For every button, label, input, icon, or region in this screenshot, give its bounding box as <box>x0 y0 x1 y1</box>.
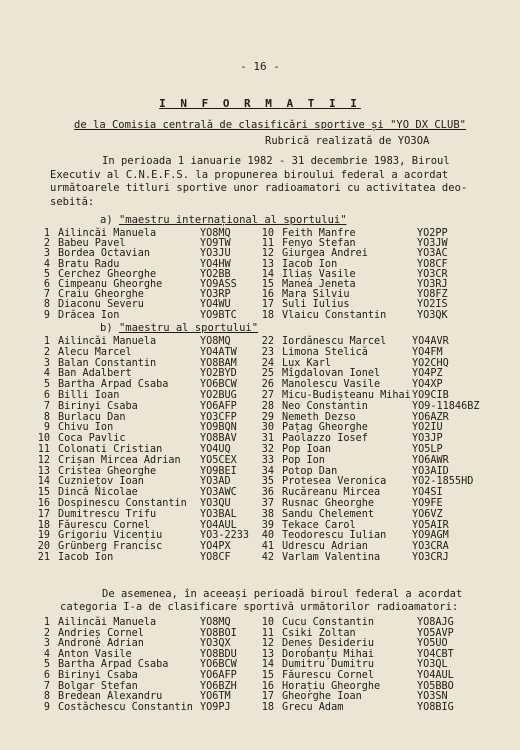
entry-number: 8 <box>43 411 50 423</box>
entry-name: Dorobanțu Mihai <box>282 648 375 660</box>
entry-callsign: YO3JU <box>200 248 231 260</box>
entry-number: 6 <box>43 390 50 401</box>
entry-number: 2 <box>43 627 50 639</box>
entry-number: 29 <box>261 411 274 423</box>
entry-callsign: YO8BAM <box>200 357 237 369</box>
entry-name: Teodorescu Iulian <box>282 530 387 542</box>
entry-number: 14 <box>37 476 50 488</box>
entry-callsign: YO3AWC <box>200 487 237 499</box>
entry-callsign: YO2PP <box>417 228 448 239</box>
entry-name: Neo Constantin <box>282 400 368 412</box>
entry-callsign: YO4ATW <box>200 346 237 358</box>
section-b-label: "maestru al sportului" <box>118 322 259 334</box>
entry-number: 32 <box>261 444 274 455</box>
entry-number: 2 <box>43 238 50 250</box>
entry-number: 18 <box>261 309 274 321</box>
entry-callsign: YO8MQ <box>200 336 231 347</box>
section-subtitle: de la Comisia centrală de clasificări sportive și "YO DX CLUB" <box>74 119 466 131</box>
entry-callsign: YO4UQ <box>200 444 231 455</box>
entry-callsign: YO4AVR <box>412 336 449 347</box>
entry-number: 33 <box>261 454 274 466</box>
entry-name: Grigoriu Vicențiu <box>58 530 163 542</box>
entry-callsign: YO8CF <box>200 552 231 563</box>
entry-name: Rucăreanu Mircea <box>282 487 381 499</box>
entry-callsign: YO2IS <box>417 299 448 311</box>
entry-number: 18 <box>37 519 50 531</box>
entry-name: Diaconu Severu <box>58 299 144 311</box>
entry-number: 11 <box>37 444 50 455</box>
entry-number: 8 <box>43 299 50 311</box>
entry-number: 38 <box>261 508 274 520</box>
entry-name: Suli Iulius <box>282 299 350 311</box>
entry-name: Mara Silviu <box>282 289 350 301</box>
entry-name: Alecu Marcel <box>58 346 132 358</box>
entry-name: Paolazzo Iosef <box>282 433 368 445</box>
entry-number: 6 <box>43 279 50 290</box>
rubric-credit: Rubrică realizată de YO3OA <box>265 135 430 147</box>
entry-callsign: YO9PJ <box>200 701 231 713</box>
entry-number: 3 <box>43 357 50 369</box>
section-title: I N F O R M A T I I <box>159 97 361 110</box>
entry-number: 10 <box>261 617 274 628</box>
entry-number: 22 <box>261 336 274 347</box>
entry-number: 5 <box>43 268 50 280</box>
entry-callsign: YO8CF <box>417 258 448 270</box>
entry-number: 36 <box>261 487 274 499</box>
entry-name: Csiki Zoltan <box>282 627 356 639</box>
entry-callsign: YO2CHQ <box>412 357 449 369</box>
entry-callsign: YO2BUG <box>200 390 237 401</box>
entry-name: Bordea Octavian <box>58 248 151 260</box>
entry-number: 16 <box>37 498 50 509</box>
entry-name: Fenyo Stefan <box>282 238 356 250</box>
entry-callsign: YO6BCW <box>200 659 237 671</box>
entry-callsign: YO9BTC <box>200 309 237 321</box>
entry-name: Grünberg Francisc <box>58 541 163 553</box>
entry-number: 13 <box>261 648 274 660</box>
entry-callsign: YO6BCW <box>200 379 237 391</box>
entry-name: Craiu Gheorghe <box>58 289 144 301</box>
entry-number: 1 <box>43 617 50 628</box>
entry-name: Dumitrescu Trifu <box>58 508 157 520</box>
entry-number: 6 <box>43 670 50 681</box>
entry-name: Cucu Constantin <box>282 617 375 628</box>
entry-name: Făurescu Cornel <box>282 670 375 681</box>
entry-number: 1 <box>43 228 50 239</box>
entry-name: Androne Adrian <box>58 638 144 650</box>
entry-name: Babeu Pavel <box>58 238 126 250</box>
section-a-label: "maestru internațional al sportului" <box>118 214 347 226</box>
entry-name: Micu-Budișteanu Mihai <box>282 390 411 401</box>
entry-name: Cerchez Gheorghe <box>58 268 157 280</box>
entry-number: 12 <box>261 248 274 260</box>
entry-number: 4 <box>43 258 50 270</box>
entry-callsign: YO4HW <box>200 258 231 270</box>
entry-callsign: YO9CIB <box>412 390 449 401</box>
entry-callsign: YO9-11846BZ <box>412 400 480 412</box>
entry-callsign: YO6AFP <box>200 400 237 412</box>
entry-name: Manolescu Vasile <box>282 379 381 391</box>
entry-number: 23 <box>261 346 274 358</box>
entry-name: Andrieș Cornel <box>58 627 144 639</box>
entry-callsign: YO2-1855HD <box>412 476 474 488</box>
entry-name: Colonati Cristian <box>58 444 163 455</box>
entry-name: Feith Manfre <box>282 228 356 239</box>
entry-callsign: YO6BZH <box>200 680 237 692</box>
entry-number: 18 <box>261 701 274 713</box>
entry-callsign: YO5LP <box>412 444 443 455</box>
entry-name: Iordănescu Marcel <box>282 336 387 347</box>
entry-name: Anton Vasile <box>58 648 132 660</box>
entry-callsign: YO8FZ <box>417 289 448 301</box>
entry-number: 25 <box>261 368 274 380</box>
entry-number: 8 <box>43 691 50 703</box>
entry-number: 16 <box>261 289 274 301</box>
intro-line: Executiv al C.N.E.F.S. la propunerea biroului federal a acordat <box>50 168 449 181</box>
entry-callsign: YO3CR <box>417 268 448 280</box>
entry-callsign: YO8BDU <box>200 648 237 660</box>
category-line: De asemenea, în aceeași perioadă biroul federal a acordat <box>102 588 463 600</box>
entry-number: 7 <box>43 289 50 301</box>
entry-name: Iliaș Vasile <box>282 268 356 280</box>
entry-name: Pop Ioan <box>282 444 332 455</box>
entry-name: Pațag Gheorghe <box>282 422 368 434</box>
entry-name: Bratu Radu <box>58 258 120 270</box>
entry-name: Deneș Desideriu <box>282 638 375 650</box>
entry-name: Vlaicu Constantin <box>282 309 387 321</box>
intro-line: următoarele titluri sportive unor radioamatori cu activitatea deo- <box>50 182 468 194</box>
entry-name: Protesea Veronica <box>282 476 387 488</box>
entry-number: 17 <box>37 508 50 520</box>
entry-name: Chivu Ion <box>58 422 114 434</box>
entry-number: 30 <box>261 422 274 434</box>
entry-number: 16 <box>261 680 274 692</box>
entry-name: Manea Jeneta <box>282 279 356 290</box>
entry-callsign: YO3QX <box>200 638 231 650</box>
entry-name: Crișan Mircea Adrian <box>58 454 181 466</box>
entry-name: Udrescu Adrian <box>282 541 368 553</box>
entry-callsign: YO3QL <box>417 659 448 671</box>
entry-number: 13 <box>37 465 50 477</box>
entry-name: Ailincăi Manuela <box>58 336 157 347</box>
entry-name: Nemeth Dezso <box>282 411 356 423</box>
entry-number: 35 <box>261 476 274 488</box>
entry-number: 26 <box>261 379 274 391</box>
entry-number: 7 <box>43 400 50 412</box>
entry-callsign: YO4XP <box>412 379 443 391</box>
entry-callsign: YO8BAV <box>200 433 237 445</box>
entry-number: 40 <box>261 530 274 542</box>
entry-name: Iacob Ion <box>58 552 114 563</box>
entry-number: 10 <box>37 433 50 445</box>
entry-number: 5 <box>43 379 50 391</box>
section-a-prefix: a) <box>100 214 119 226</box>
intro-paragraph <box>50 155 480 209</box>
entry-name: Tekace Carol <box>282 519 356 531</box>
entry-callsign: YO6VZ <box>412 508 443 520</box>
entry-number: 27 <box>261 390 274 401</box>
entry-callsign: YO4CBT <box>417 648 454 660</box>
entry-number: 4 <box>43 648 50 660</box>
entry-callsign: YO3AD <box>200 476 231 488</box>
page-number: - 16 - <box>240 60 280 73</box>
entry-name: Pop Ion <box>282 454 325 466</box>
entry-name: Lux Karl <box>282 357 332 369</box>
entry-name: Gheorghe Ioan <box>282 691 362 703</box>
entry-name: Horațiu Gheorghe <box>282 680 381 692</box>
entry-name: Bolgar Stefan <box>58 680 138 692</box>
entry-name: Bredean Alexandru <box>58 691 163 703</box>
entry-callsign: YO4SI <box>412 487 443 499</box>
entry-number: 39 <box>261 519 274 531</box>
entry-number: 20 <box>37 541 50 553</box>
entry-callsign: YO5AVP <box>417 627 454 639</box>
entry-callsign: YO3CFP <box>200 411 237 423</box>
entry-callsign: YO3CRJ <box>412 552 449 563</box>
entry-number: 41 <box>261 541 274 553</box>
entry-number: 15 <box>261 279 274 290</box>
entry-callsign: YO4AUL <box>200 519 237 531</box>
entry-callsign: YO3RJ <box>417 279 448 290</box>
entry-number: 10 <box>261 228 274 239</box>
entry-number: 34 <box>261 465 274 477</box>
entry-number: 1 <box>43 336 50 347</box>
section-b-heading <box>100 322 258 334</box>
entry-callsign: YO6AZR <box>412 411 449 423</box>
entry-callsign: YO8MQ <box>200 617 231 628</box>
entry-number: 42 <box>261 552 274 563</box>
entry-callsign: YO4PZ <box>412 368 443 380</box>
entry-name: Limona Stelică <box>282 346 368 358</box>
entry-number: 15 <box>261 670 274 681</box>
entry-callsign: YO3AC <box>417 248 448 260</box>
entry-name: Coca Pavlic <box>58 433 126 445</box>
entry-number: 21 <box>37 552 50 563</box>
entry-callsign: YO3SN <box>417 691 448 703</box>
entry-callsign: YO3AID <box>412 465 449 477</box>
entry-callsign: YO6TM <box>200 691 231 703</box>
entry-callsign: YO8AJG <box>417 617 454 628</box>
entry-name: Balan Constantin <box>58 357 157 369</box>
entry-name: Giurgea Andrei <box>282 248 368 260</box>
entry-callsign: YO3CRA <box>412 541 449 553</box>
entry-number: 17 <box>261 299 274 311</box>
entry-name: Grecu Adam <box>282 701 344 713</box>
entry-name: Ailincăi Manuela <box>58 228 157 239</box>
entry-callsign: YO3-2233 <box>200 530 250 542</box>
entry-callsign: YO4WU <box>200 299 231 311</box>
entry-callsign: YO8BOI <box>200 627 237 639</box>
entry-name: Dospinescu Constantin <box>58 498 187 509</box>
entry-name: Cimpeanu Gheorghe <box>58 279 163 290</box>
entry-number: 3 <box>43 248 50 260</box>
entry-callsign: YO9BEI <box>200 465 237 477</box>
entry-callsign: YO8MQ <box>200 228 231 239</box>
entry-callsign: YO9BQN <box>200 422 237 434</box>
entry-number: 14 <box>261 268 274 280</box>
entry-number: 9 <box>43 422 50 434</box>
entry-callsign: YO4AUL <box>417 670 454 681</box>
entry-name: Bartha Arpad Csaba <box>58 379 169 391</box>
entry-name: Potop Dan <box>282 465 338 477</box>
entry-callsign: YO5CEX <box>200 454 237 466</box>
entry-callsign: YO3JW <box>417 238 448 250</box>
entry-callsign: YO3QU <box>200 498 231 509</box>
entry-callsign: YO9TW <box>200 238 231 250</box>
section-b-prefix: b) <box>100 322 119 334</box>
entry-callsign: YO3JP <box>412 433 443 445</box>
entry-name: Mîgdalovan Ionel <box>282 368 381 380</box>
entry-number: 9 <box>43 701 50 713</box>
entry-callsign: YO4FM <box>412 346 443 358</box>
entry-name: Dumitru Dumitru <box>282 659 375 671</box>
entry-callsign: YO5AIR <box>412 519 449 531</box>
entry-callsign: YO3RP <box>200 289 231 301</box>
entry-name: Rusnac Gheorghe <box>282 498 375 509</box>
entry-number: 24 <box>261 357 274 369</box>
entry-number: 28 <box>261 400 274 412</box>
entry-number: 15 <box>37 487 50 499</box>
entry-name: Burlacu Dan <box>58 411 126 423</box>
category-paragraph <box>60 588 490 614</box>
entry-callsign: YO6AWR <box>412 454 449 466</box>
entry-name: Drăcea Ion <box>58 309 120 321</box>
entry-name: Iacob Ion <box>282 258 338 270</box>
entry-number: 5 <box>43 659 50 671</box>
entry-callsign: YO9ASS <box>200 279 237 290</box>
intro-line: In perioada 1 ianuarie 1982 - 31 decembrie 1983, Biroul <box>102 155 450 167</box>
entry-name: Billi Ioan <box>58 390 120 401</box>
entry-number: 13 <box>261 258 274 270</box>
entry-callsign: YO2IU <box>412 422 443 434</box>
entry-callsign: YO4PX <box>200 541 231 553</box>
entry-number: 17 <box>261 691 274 703</box>
entry-callsign: YO8BIG <box>417 701 454 713</box>
entry-name: Birinyi Csaba <box>58 670 138 681</box>
entry-name: Cuzniețov Ioan <box>58 476 144 488</box>
entry-number: 19 <box>37 530 50 542</box>
entry-name: Varlam Valentina <box>282 552 381 563</box>
entry-name: Bartha Arpad Csaba <box>58 659 169 671</box>
entry-number: 11 <box>261 627 274 639</box>
entry-number: 31 <box>261 433 274 445</box>
entry-number: 14 <box>261 659 274 671</box>
entry-callsign: YO9FE <box>412 498 443 509</box>
entry-callsign: YO6AFP <box>200 670 237 681</box>
entry-number: 3 <box>43 638 50 650</box>
entry-number: 11 <box>261 238 274 250</box>
entry-callsign: YO5UO <box>417 638 448 650</box>
entry-number: 7 <box>43 680 50 692</box>
category-line: categoria I-a de clasificare sportivă următorilor radioamatori: <box>60 601 459 613</box>
entry-callsign: YO3QK <box>417 309 448 321</box>
entry-name: Sandu Chelement <box>282 508 375 520</box>
entry-number: 2 <box>43 346 50 358</box>
entry-name: Cristea Gheorghe <box>58 465 157 477</box>
entry-number: 9 <box>43 309 50 321</box>
entry-name: Ban Adalbert <box>58 368 132 380</box>
section-a-heading <box>100 214 347 226</box>
entry-callsign: YO2BB <box>200 268 231 280</box>
entry-name: Dincă Nicolae <box>58 487 138 499</box>
entry-name: Costăchescu Constantin <box>58 701 193 713</box>
entry-number: 4 <box>43 368 50 380</box>
entry-callsign: YO9AGM <box>412 530 449 542</box>
intro-line: sebită: <box>50 195 95 208</box>
entry-name: Făurescu Cornel <box>58 519 151 531</box>
entry-number: 37 <box>261 498 274 509</box>
entry-callsign: YO5BBO <box>417 680 454 692</box>
entry-callsign: YO2BYD <box>200 368 237 380</box>
entry-number: 12 <box>261 638 274 650</box>
entry-number: 12 <box>37 454 50 466</box>
entry-name: Birinyi Csaba <box>58 400 138 412</box>
entry-name: Ailincăi Manuela <box>58 617 157 628</box>
entry-callsign: YO3BAL <box>200 508 237 520</box>
